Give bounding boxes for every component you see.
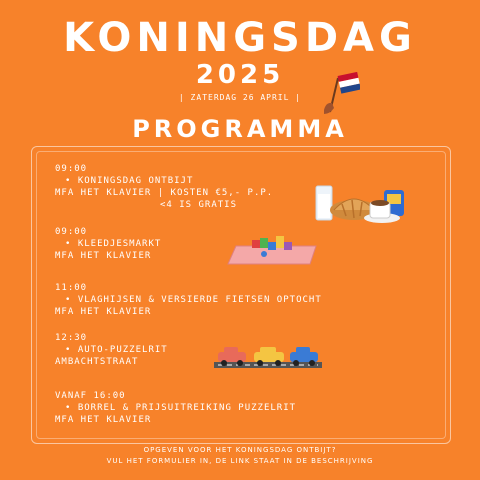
event-name: • KLEEDJESMARKT [65,239,162,249]
program-item-borrel [55,390,296,426]
event-location: MFA HET KLAVIER | KOSTEN €5,- P.P. [55,188,274,198]
dutch-flag-icon [318,72,360,116]
program-item-optocht [55,282,322,318]
event-name: • VLAGHIJSEN & VERSIERDE FIETSEN OPTOCHT [65,295,322,305]
event-name: • KONINGSDAG ONTBIJT [65,176,194,186]
event-extra-note: <4 IS GRATIS [160,200,238,210]
footer-line-2: VUL HET FORMULIER IN, DE LINK STAAT IN DE BESCHRIJVING [106,457,374,465]
event-name: • BORREL & PRIJSUITREIKING PUZZELRIT [65,403,297,413]
blanket-toys-icon [224,232,322,268]
event-location: MFA HET KLAVIER [55,251,152,261]
event-location: MFA HET KLAVIER [55,415,152,425]
event-year: 2025 [195,60,285,90]
breakfast-icon [312,182,412,226]
program-item-kleedjesmarkt [55,226,161,262]
page-title: KONINGSDAG [63,15,417,61]
event-time: 12:30 [55,333,88,343]
footer-line-1: OPGEVEN VOOR HET KONINGSDAG ONTBIJT? [143,446,337,454]
program-item-puzzelrit [55,332,168,368]
event-time: 09:00 [55,164,88,174]
cars-icon [212,342,324,370]
event-time: VANAF 16:00 [55,391,126,401]
event-time: 09:00 [55,227,88,237]
event-location: AMBACHTSTRAAT [55,357,139,367]
registration-note [0,445,480,467]
program-heading: PROGRAMMA [132,115,348,143]
event-time: 11:00 [55,283,88,293]
program-item-ontbijt [55,163,273,211]
event-location: MFA HET KLAVIER [55,307,152,317]
event-name: • AUTO-PUZZELRIT [65,345,168,355]
event-date: | ZATERDAG 26 APRIL | [178,93,302,102]
